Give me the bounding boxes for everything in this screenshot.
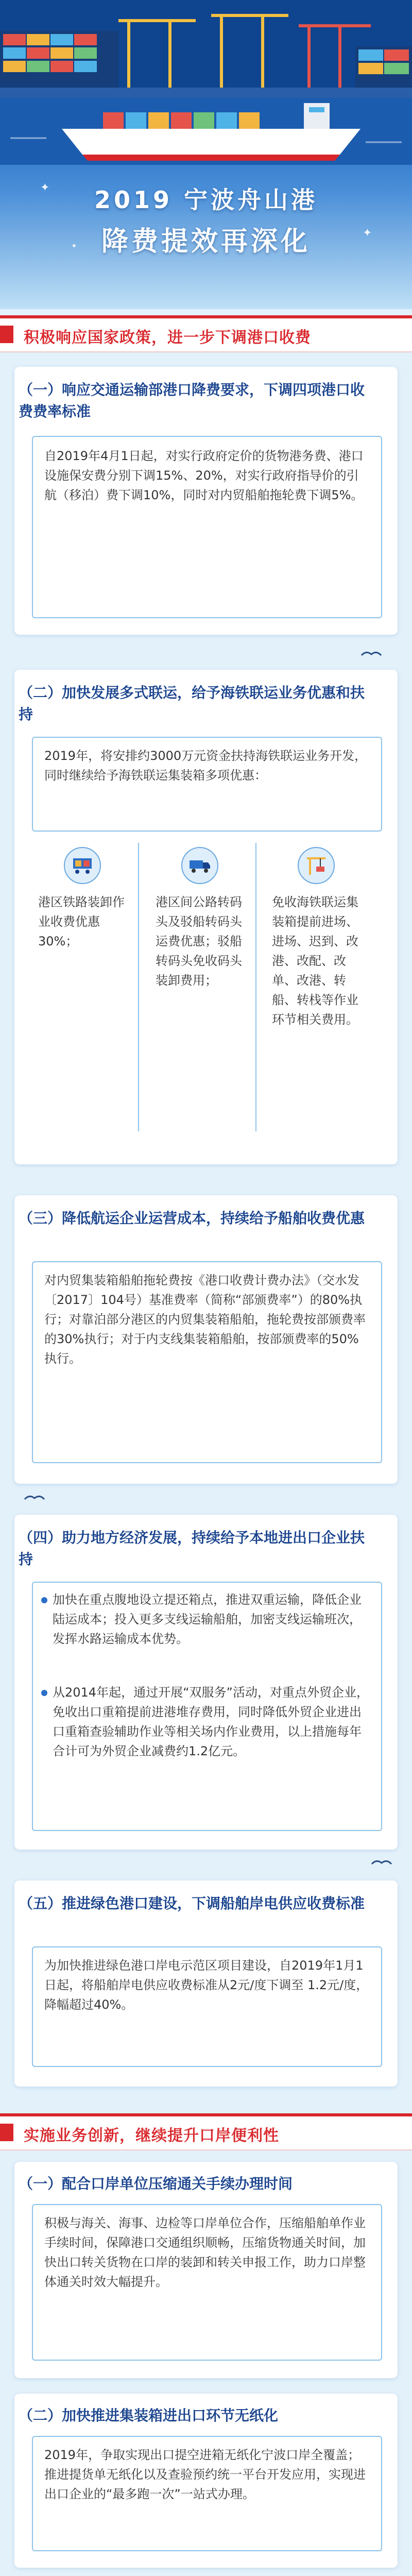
sparkle-icon: ✦ xyxy=(71,242,77,250)
bullet-icon xyxy=(41,1597,47,1603)
rail-container-icon xyxy=(64,847,101,884)
hero-title-line1: 2019 宁波舟山港 xyxy=(94,186,318,214)
card-intro: 2019年，将安排约3000万元资金扶持海铁联运业务开发，同时继续给予海铁联运集装箱多项优惠： xyxy=(44,749,367,783)
card-paragraph: 对内贸集装箱船舶拖轮费按《港口收费计费办法》（交水发〔2017〕104号）基准费率（简称“部颁费率”）的80%执行；对靠泊部分港区的内贸集装箱船舶，拖轮费按部颁费率的30%执行；对于内支线集装箱船舶，按部颁费率的50%执行。 xyxy=(44,1273,366,1366)
subitem-rail-discount xyxy=(32,843,131,1131)
card-heading: （一）响应交通运输部港口降费要求，下调四项港口收费费率标准 xyxy=(19,381,365,420)
section-flag-icon xyxy=(0,326,13,343)
column-divider xyxy=(255,843,256,1131)
section-flag-icon xyxy=(0,2124,13,2141)
bullet-text: 加快在重点腹地设立提还箱点，推进双重运输，降低企业陆运成本；投入更多支线运输船舶，加密支线运输班次，发挥水路运输成本优势。 xyxy=(53,1592,362,1646)
section-title: 实施业务创新，继续提升口岸便利性 xyxy=(24,2127,279,2145)
hero-title-line2: 降费提效再深化 xyxy=(101,226,311,257)
card-paragraph: 积极与海关、海事、边检等口岸单位合作，压缩船舶单作业手续时间，保障港口交通组织顺畅，压缩货物通关时间，加快出口转关货物在口岸的装卸和转关申报工作，助力口岸整体通关时效大幅提升。 xyxy=(44,2216,366,2289)
card-heading: （一）配合口岸单位压缩通关手续办理时间 xyxy=(19,2175,293,2192)
truck-transfer-icon xyxy=(181,847,218,884)
subitem-text: 免收海铁联运集装箱提前进场、进场、迟到、改港、改配、改单、改港、转船、转栈等作业环节相关费用。 xyxy=(272,895,358,1027)
port-illustration xyxy=(0,0,412,165)
bird-icon xyxy=(371,1858,392,1867)
section-divider xyxy=(0,351,412,352)
subitem-road-transfer xyxy=(149,843,248,1131)
sparkle-icon: ✦ xyxy=(40,181,50,194)
card-paragraph: 为加快推进绿色港口岸电示范区项目建设，自2019年1月1日起，将船舶岸电供应收费标准从2元/度下调至 1.2元/度，降幅超过40%。 xyxy=(44,1958,369,2012)
card-heading: （二）加快发展多式联运，给予海铁联运业务优惠和扶持 xyxy=(19,684,365,723)
hero-banner xyxy=(0,0,412,309)
card-heading: （二）加快推进集装箱进出口环节无纸化 xyxy=(19,2407,279,2424)
card-paragraph: 2019年，争取实现出口提空进箱无纸化宁波口岸全覆盖；推进提货单无纸化以及查验预约统一平台开发应用，实现进出口企业的“最多跑一次”一站式办理。 xyxy=(44,2448,366,2501)
subitem-text: 港区间公路转码头及驳船转码头运费优惠；驳船转码头免收码头装卸费用； xyxy=(156,895,242,988)
section-rule xyxy=(0,2113,412,2116)
section-divider xyxy=(0,2149,412,2150)
bird-icon xyxy=(24,1493,45,1502)
bullet-text: 从2014年起，通过开展“双服务”活动，对重点外贸企业，免收出口重箱提前进港堆存费用，同时降低外贸企业进出口重箱查验辅助作业等相关场内作业费用，以上措施每年合计可为外贸企业减费约1.2亿元。 xyxy=(53,1685,369,1758)
bird-icon xyxy=(360,649,382,658)
section-header-1 xyxy=(0,315,412,352)
subitem-fee-waiver xyxy=(266,843,365,1131)
section-title: 积极响应国家政策，进一步下调港口收费 xyxy=(24,329,311,347)
card-heading: （五）推进绿色港口建设，下调船舶岸电供应收费标准 xyxy=(19,1895,365,1912)
section-header-2 xyxy=(0,2113,412,2150)
bullet-icon xyxy=(41,1690,47,1696)
card-heading: （三）降低航运企业运营成本，持续给予船舶收费优惠 xyxy=(19,1210,365,1227)
sparkle-icon: ✦ xyxy=(363,227,372,240)
card-heading: （四）助力地方经济发展，持续给予本地进出口企业扶持 xyxy=(19,1529,365,1568)
card-paragraph: 自2019年4月1日起，对实行政府定价的货物港务费、港口设施保安费分别下调15%、20%，对实行政府指导价的引航（移泊）费下调10%，同时对内贸船舶拖轮费下调5%。 xyxy=(44,449,364,502)
section-rule xyxy=(0,315,412,318)
crane-icon xyxy=(298,847,335,884)
subitem-text: 港区铁路装卸作业收费优惠30%； xyxy=(38,895,125,948)
column-divider xyxy=(138,843,139,1131)
